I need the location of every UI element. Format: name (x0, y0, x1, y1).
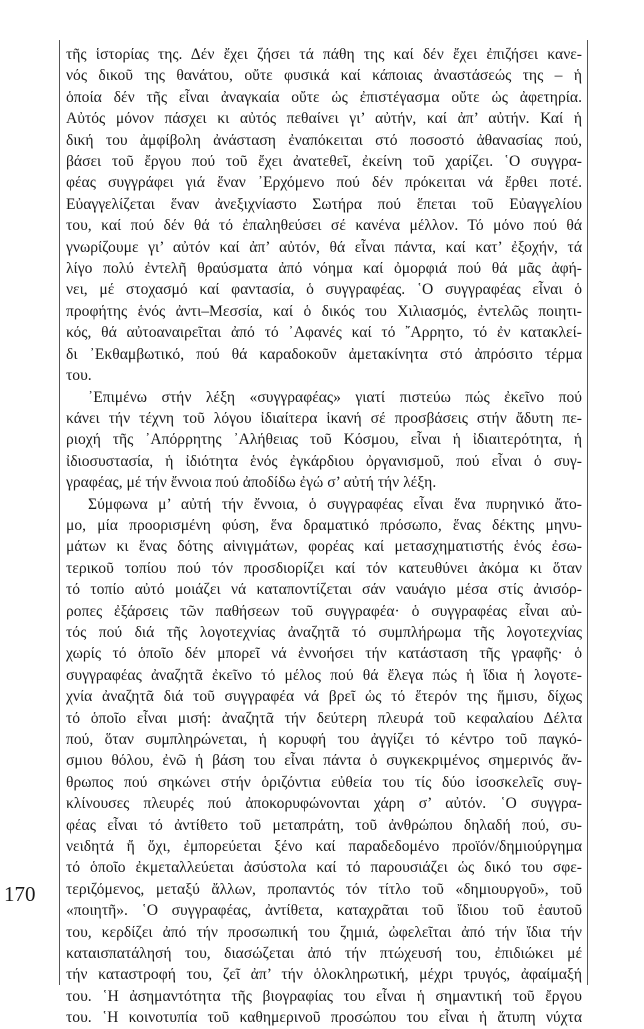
text-line: γραφέας, μέ τήν ἔννοια πού ἀποδίδω ἐγώ σ’ αὐτή τήν λέξη. (66, 474, 437, 492)
text-line: τῆς ἱστορίας της. Δέν ἔχει ζήσει τά πάθη της καί δέν ἔχει ἐπιζήσει κανε- (66, 46, 582, 63)
text-line: κλίνουσες πλευρές πού ἀποκορυφώνονται χάρη σ’ αὐτόν. ῾Ο συγγρα- (66, 795, 582, 813)
body-text (66, 44, 582, 1029)
text-line: τεριζόμενος, μεταξύ ἄλλων, προπαντός τόν τίτλο τοῦ «δημιουργοῦ», τοῦ (66, 880, 582, 898)
text-line: ᾿Επιμένω στήν λέξη «συγγραφέας» γιατί πιστεύω πώς ἐκεῖνο πού (88, 388, 582, 406)
left-margin-rule (59, 40, 60, 985)
text-line: προφήτης ἑνός ἀντι–Μεσσία, καί ὁ δικός του Χιλιασμός, ἐντελῶς ποιητι- (66, 302, 582, 320)
text-line: ἰδιοσυστασία, ἡ ἰδιότητα ἑνός ἐγκάρδιου ὀργανισμοῦ, πού εἶναι ὁ συγ- (66, 452, 582, 470)
text-line: Αὐτός μόνον πάσχει κι αὐτός πεθαίνει γι’ αὐτήν, καί ἀπ’ αὐτήν. Καί ἡ (66, 110, 582, 128)
text-line: τήν καταστροφή του, ζεῖ ἀπ’ τήν ὁλοκληρωτική, μέχρι τρυγός, ἀφαίμαξή (66, 966, 582, 984)
text-line: χνία ἀναζητᾶ διά τοῦ συγγραφέα νά βρεῖ ὡς τό ἕτερόν της ἥμισυ, δίχως (66, 688, 582, 706)
text-line: ὁποία δέν τῆς εἶναι ἀναγκαία οὔτε ὡς ἐπιστέγασμα οὔτε ὡς ἀφετηρία. (66, 88, 582, 106)
text-line: καταισπατάλησή του, διασώζεται ἀπό τήν πτώχευσή του, ἐπιδιώκει μέ (66, 945, 582, 963)
text-line: δι ᾿Εκθαμβωτικό, πού θά καραδοκοῦν ἀμετακίνητα στό ἀπρόσιτο τέρμα (66, 345, 582, 363)
text-line: τό ὁποῖο εἶναι μισή: ἀναζητᾶ τήν δεύτερη πλευρά τοῦ κεφαλαίου Δέλτα (66, 709, 582, 727)
text-line: σμιου θόλου, ἐνῶ ἡ βάση του εἶναι πάντα ὁ συγκεκριμένος σημερινός ἄν- (66, 752, 582, 770)
text-line: Σύμφωνα μ’ αὐτή τήν ἔννοια, ὁ συγγραφέας εἶναι ἕνα πυρηνικό ἄτο- (88, 495, 582, 513)
text-line: του, καί πού δέν θά τό ἐπαληθεύσει σέ κανένα μέλλον. Τό μόνο πού θά (66, 217, 582, 235)
text-line: φέας συγγράφει γιά ἕναν ᾿Ερχόμενο πού δέν πρόκειται νά ἔρθει ποτέ. (66, 174, 582, 192)
text-line: γνωρίζουμε γι’ αὐτόν καί ἀπ’ αὐτόν, θά εἶναι πάντα, καί κατ’ ἐξοχήν, τά (66, 238, 582, 256)
text-line: μάτων κι ἕνας δότης αἰνιγμάτων, φορέας καί μετασχηματιστής ἑνός ἐσω- (66, 538, 582, 556)
text-line: πού, ὅταν συμπληρώνεται, ἡ κορυφή του ἀγγίζει τό κέντρο τοῦ παγκό- (66, 731, 582, 748)
text-line: βάσει τοῦ ἔργου πού τοῦ ἔχει ἀνατεθεῖ, ἐκείνη τοῦ χαρίζει. ῾Ο συγγρα- (66, 153, 582, 171)
text-line: τερικοῦ τοπίου πού τόν προσδιορίζει καί τόν κατευθύνει ἀκόμα κι ὅταν (66, 559, 582, 577)
text-line: του. ῾Η κοινοτυπία τοῦ καθημερινοῦ προσώπου του εἶναι ἡ ἄτυπη νύχτα (66, 1009, 582, 1027)
text-line: δική του ἀμφίβολη ἀνάσταση ἐναπόκειται στό ποσοστό ἀθανασίας πού, (66, 131, 582, 149)
text-line: χωρίς τό ὁποῖο δέν μπορεῖ νά ἐννοήσει τήν κατάσταση τῆς γραφῆς· ὁ (66, 645, 582, 663)
text-line: ροπες ἐξάρσεις τῶν παθήσεων τοῦ συγγραφέα· ὁ συγγραφέας εἶναι αὐ- (66, 602, 582, 620)
text-line: κάνει τήν τέχνη τοῦ λόγου ἰδιαίτερα ἱκανή σέ προσβάσεις στήν ἄδυτη πε- (66, 409, 582, 427)
text-line: φέας εἶναι τό ἀντίθετο τοῦ μεταπράτη, τοῦ ἀνθρώπου δηλαδή πού, συ- (66, 816, 582, 834)
text-line: λίγο πολύ ἐντελῆ θραύσματα ἀπό νόημα καί ὀμορφιά πού θά μᾶς ἀφή- (66, 260, 582, 278)
text-line: του. (66, 367, 92, 385)
text-line: τό ὁποῖο ἐκμεταλλεύεται ἀσύστολα καί τό παρουσιάζει ὡς δικό του σφε- (66, 859, 582, 877)
text-line: Εὐαγγελίζεται ἕναν ἀνεξιχνίαστο Σωτήρα πού ἕπεται τοῦ Εὐαγγελίου (66, 195, 582, 213)
text-line: τό τοπίο αὐτό μοιάζει νά καταποντίζεται σάν ναυάγιο μέσα στίς ἀνισόρ- (66, 581, 582, 599)
page-number: 170 (4, 882, 36, 906)
text-line: νός δικοῦ της θανάτου, οὔτε φυσικά καί κάποιας ἀναστάσεώς της – ἡ (66, 67, 582, 85)
text-line: νει, μέ στοχασμό καί φαντασία, ὁ συγγραφέας. ῾Ο συγγραφέας εἶναι ὁ (66, 281, 582, 299)
text-line: θρωπος πού σηκώνει στήν ὁριζόντια εὐθεία του τίς δύο ἰσοσκελεῖς συγ- (66, 773, 582, 791)
text-line: ριοχή τῆς ᾿Απόρρητης ᾿Αλήθειας τοῦ Κόσμου, εἶναι ἡ ἰδιαιτερότητα, ἡ (66, 431, 582, 449)
text-line: νειδητά ἤ ὄχι, ἐμπορεύεται ξένο καί παραδεδομένο προϊόν/δημιούργημα (66, 838, 582, 856)
text-line: τός πού διά τῆς λογοτεχνίας ἀναζητᾶ τό συμπλήρωμα τῆς λογοτεχνίας (66, 623, 582, 641)
text-line: κός, θά αὐτοαναιρεῖται ἀπό τό ᾿Αφανές καί τό ῎Αρρητο, τό ἐν κατακλεί- (66, 324, 582, 342)
right-margin-rule (587, 40, 588, 985)
text-line: του, κερδίζει ἀπό τήν προσωπική του ζημιά, ὠφελεῖται ἀπό τήν ἴδια τήν (66, 923, 582, 941)
text-line: «ποιητῆ». ῾Ο συγγραφέας, ἀντίθετα, καταχρᾶται τοῦ ἴδιου τοῦ ἑαυτοῦ (66, 902, 582, 920)
text-line: συγγραφέας ἀναζητᾶ ἐκεῖνο τό μέλος πού θά ἔλεγα πώς ἡ ἴδια ἡ λογοτε- (66, 666, 582, 684)
text-line: μο, μία προορισμένη φύση, ἕνα δραματικό πρόσωπο, ἕνας δέκτης μηνυ- (66, 516, 582, 534)
text-line: του. ῾Η ἀσημαντότητα τῆς βιογραφίας του εἶναι ἡ σημαντική τοῦ ἔργου (66, 987, 582, 1005)
